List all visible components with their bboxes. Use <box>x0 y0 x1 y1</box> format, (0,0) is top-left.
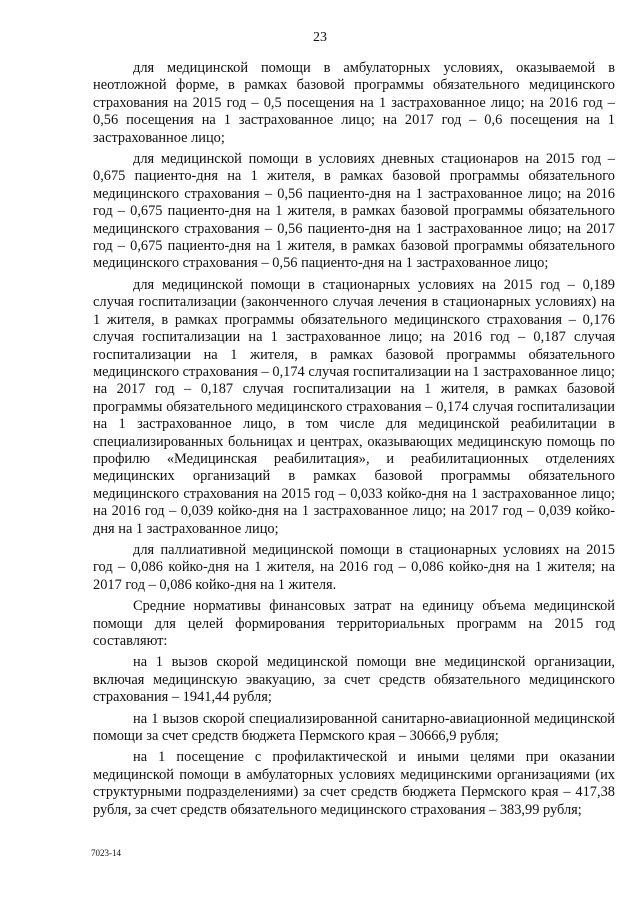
page-number: 23 <box>313 30 327 45</box>
paragraph-cost-standards-intro: Средние нормативы финансовых затрат на единицу объема медицинской помощи для целей формирования территориальных программ на 2015 год составляют: <box>93 598 615 649</box>
paragraph-air-ambulance-call: на 1 вызов скорой специализированной санитарно-авиационной медицинской помощи за счет средств бюджета Пермского края – 30666,9 рубля; <box>93 710 615 745</box>
paragraph-palliative: для паллиативной медицинской помощи в стационарных условиях на 2015 год – 0,086 койко-дня на 1 жителя, на 2016 год – 0,086 койко-дня на 1 жителя; на 2017 год – 0,086 койко-дня на 1 жителя. <box>93 541 615 593</box>
document-body <box>93 60 615 819</box>
paragraph-emergency-outpatient: для медицинской помощи в амбулаторных условиях, оказываемой в неотложной форме, в рамках базовой программы обязательного медицинского страхования на 2015 год – 0,5 посещения на 1 застрахованное лицо; на 2016 год – 0,56 посещения на 1 застрахованное лицо; на 2017 год – 0,6 посещения на 1 застрахованное лицо; <box>93 60 615 146</box>
paragraph-ambulance-call: на 1 вызов скорой медицинской помощи вне медицинской организации, включая медицинскую эвакуацию, за счет средств обязательного медицинского страхования – 1941,44 рубля; <box>93 654 615 706</box>
paragraph-inpatient: для медицинской помощи в стационарных условиях на 2015 год – 0,189 случая госпитализации (законченного случая лечения в стационарных условиях) на 1 жителя, в рамках программы обязательного медицинского страхования – 0,176 случая госпитализации на 1 застрахованное лицо; на 2016 год – 0,187 случая госпитализации на 1 жителя, в рамках базовой программы обязательного медицинского страхования – 0,174 случая госпитализации на 1 застрахованное лицо; на 2017 год – 0,187 случая госпитализации на 1 жителя, в рамках базовой программы обязательного медицинского страхования – 0,174 случая госпитализации на 1 застрахованное лицо, в том числе для медицинской реабилитации в специализированных больницах и центрах, оказывающих медицинскую помощь по профилю «Медицинская реабилитация», и реабилитационных отделениях медицинских организаций в рамках базовой программы обязательного медицинского страхования на 2015 год – 0,033 койко-дня на 1 застрахованное лицо; на 2016 год – 0,039 койко-дня на 1 застрахованное лицо; на 2017 год – 0,039 койко-дня на 1 застрахованное лицо; <box>93 276 615 537</box>
paragraph-preventive-visit: на 1 посещение с профилактической и иными целями при оказании медицинской помощи в амбулаторных условиях медицинскими организациями (их структурными подразделениями) за счет средств бюджета Пермского края – 417,38 рубля, за счет средств обязательного медицинского страхования – 383,99 рубля; <box>93 749 615 818</box>
form-code: 7023-14 <box>91 848 121 858</box>
paragraph-day-hospital: для медицинской помощи в условиях дневных стационаров на 2015 год – 0,675 пациенто-дня на 1 жителя, в рамках базовой программы обязательного медицинского страхования – 0,56 пациенто-дня на 1 застрахованное лицо; на 2016 год – 0,675 пациенто-дня на 1 жителя, в рамках базовой программы обязательного медицинского страхования – 0,56 пациенто-дня на 1 застрахованное лицо; на 2017 год – 0,675 пациенто-дня на 1 жителя, в рамках базовой программы обязательного медицинского страхования – 0,56 пациенто-дня на 1 застрахованное лицо; <box>93 151 615 272</box>
